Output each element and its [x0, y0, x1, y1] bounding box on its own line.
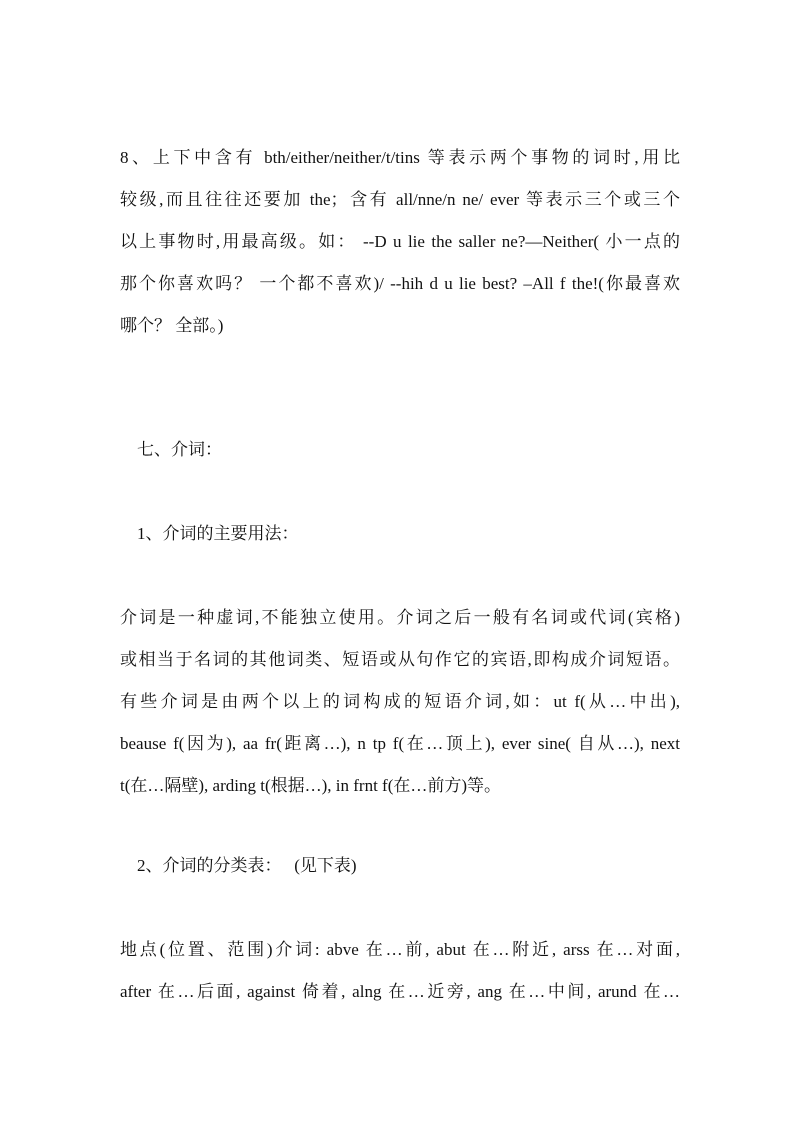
heading-text: 1、介词的主要用法： — [120, 524, 299, 543]
paragraph-line: 或相当于名词的其他词类、短语或从句作它的宾语,即构成介词短语。 — [120, 650, 680, 669]
heading-text: 七、介词： — [120, 440, 222, 459]
paragraph-place-prepositions — [120, 934, 680, 1018]
paragraph-preposition-usage — [120, 602, 680, 812]
paragraph-line: 介词是一种虚词,不能独立使用。介词之后一般有名词或代词(宾格) — [120, 608, 680, 627]
subheading-main-usage — [120, 518, 680, 560]
subheading-classification — [120, 850, 680, 892]
heading-text: 2、介词的分类表： (见下表) — [120, 856, 357, 875]
paragraph-line: 地点(位置、范围)介词: abve 在…前, abut 在…附近, arss 在…对面, — [120, 940, 680, 959]
paragraph-line: 哪个？ 全部。) — [120, 316, 224, 335]
paragraph-line: after 在…后面, against 倚着, alng 在…近旁, ang 在…中间, arund 在… — [120, 982, 680, 1001]
section-heading-prepositions — [120, 434, 680, 476]
paragraph-line: 有些介词是由两个以上的词构成的短语介词,如：ut f(从…中出), — [120, 692, 680, 711]
paragraph-comparison-rule — [120, 142, 680, 352]
paragraph-line: 以上事物时,用最高级。如： --D u lie the saller ne?—Neither( 小一点的 — [120, 232, 680, 251]
paragraph-line: 8、上下中含有 bth/either/neither/t/tins 等表示两个事物的词时,用比 — [120, 148, 680, 167]
paragraph-line: 那个你喜欢吗？ 一个都不喜欢)/ --hih d u lie best? –All f the!(你最喜欢 — [120, 274, 680, 293]
paragraph-line: 较级,而且往往还要加 the；含有 all/nne/n ne/ ever 等表示三个或三个 — [120, 190, 680, 209]
paragraph-line: beause f(因为), aa fr(距离…), n tp f(在…顶上), ever sine( 自从…), next — [120, 734, 680, 753]
paragraph-line: t(在…隔壁), arding t(根据…), in frnt f(在…前方)等。 — [120, 776, 502, 795]
